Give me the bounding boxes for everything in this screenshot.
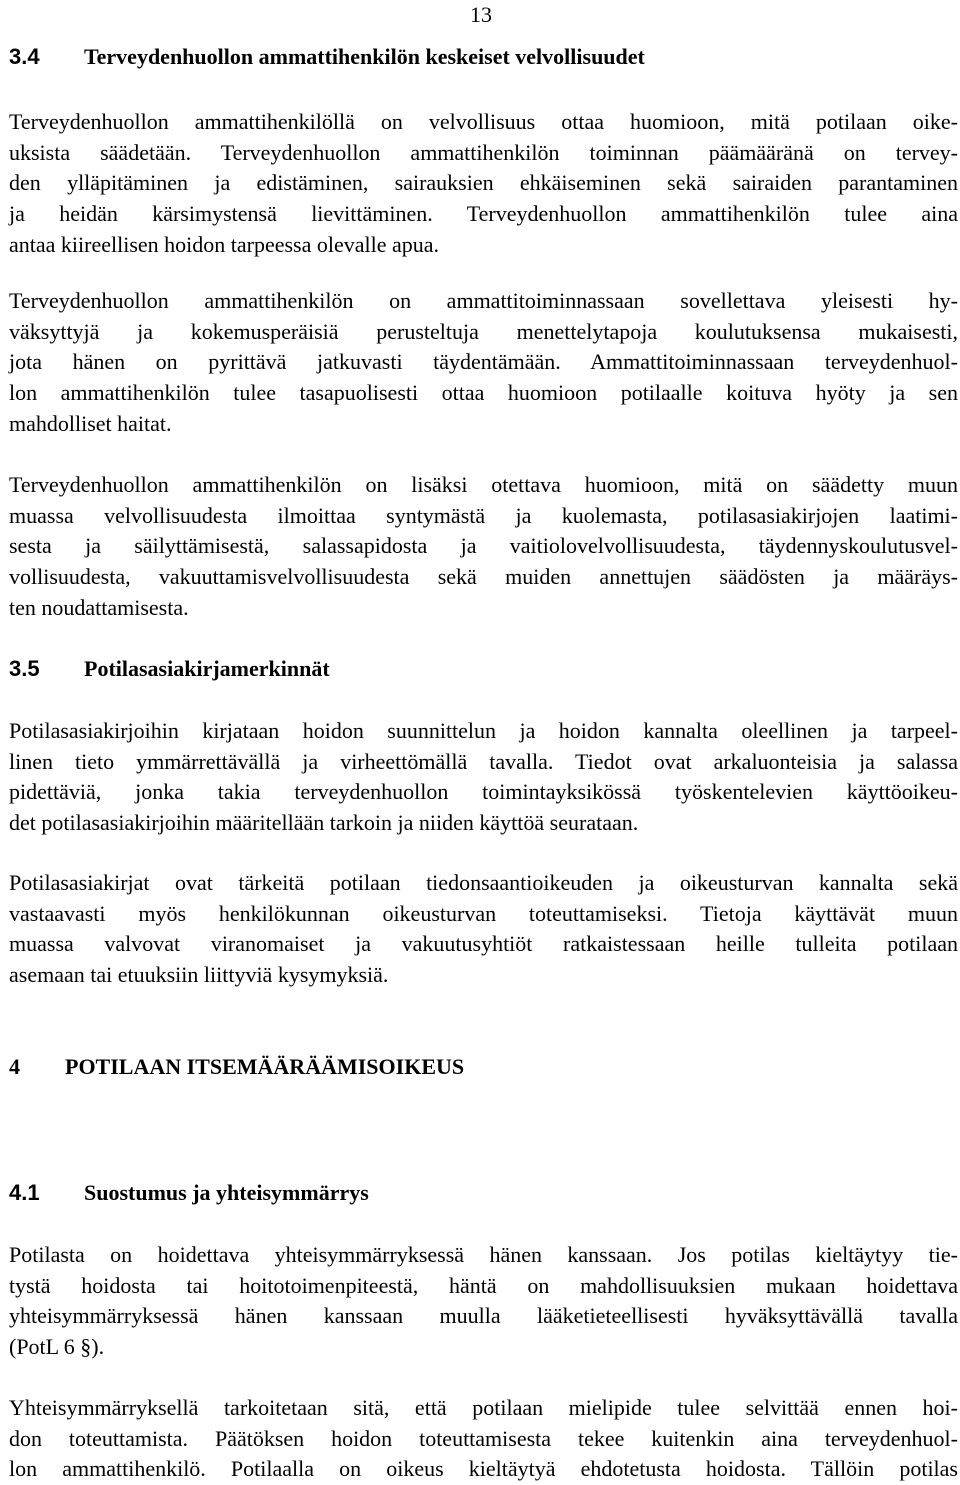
section-heading-4-1 [9, 1180, 369, 1206]
paragraph-2 [9, 286, 958, 439]
paragraph-line: ja heidän kärsimystensä lievittäminen. Terveydenhuollon ammattihenkilön tulee aina [9, 201, 958, 227]
section-title: Terveydenhuollon ammattihenkilön keskeiset velvollisuudet [84, 44, 645, 69]
paragraph-line: Terveydenhuollon ammattihenkilöllä on velvollisuus ottaa huomioon, mitä potilaan oike- [9, 109, 958, 134]
page-number: 13 [470, 2, 492, 27]
paragraph-5 [9, 868, 958, 991]
paragraph-line: Yhteisymmärryksellä tarkoitetaan sitä, että potilaan mielipide tulee selvittää ennen hoi- [9, 1395, 958, 1420]
paragraph-line: don toteuttamista. Päätöksen hoidon toteuttamisesta tekee kuitenkin aina terveydenhuol- [9, 1425, 958, 1451]
section-number: 4 [9, 1054, 20, 1079]
paragraph-3 [9, 470, 958, 623]
paragraph-line: lon ammattihenkilön tulee tasapuolisesti ottaa huomioon potilaalle koituva hyöty ja sen [9, 380, 958, 406]
paragraph-line: Terveydenhuollon ammattihenkilön on lisäksi otettava huomioon, mitä on säädetty muun [9, 472, 958, 497]
paragraph-line: mahdolliset haitat. [9, 410, 172, 436]
section-heading-3-4 [9, 44, 645, 70]
paragraph-4 [9, 716, 958, 839]
section-number: 3.5 [9, 656, 40, 681]
paragraph-line: antaa kiireellisen hoidon tarpeessa olevalle apua. [9, 231, 440, 257]
paragraph-line: sesta ja säilyttämisestä, salassapidosta ja vaitiolovelvollisuudesta, täydennyskoulutusvel- [9, 533, 958, 559]
paragraph-1 [9, 107, 958, 260]
paragraph-line: uksista säädetään. Terveydenhuollon ammattihenkilön toiminnan päämääränä on tervey- [9, 139, 958, 165]
paragraph-line: tystä hoidosta tai hoitotoimenpiteestä, häntä on mahdollisuuksien mukaan hoidettava [9, 1272, 958, 1298]
section-title: Suostumus ja yhteisymmärrys [84, 1180, 369, 1205]
paragraph-line: vollisuudesta, vakuuttamisvelvollisuudesta sekä muiden annettujen säädösten ja määräys- [9, 564, 958, 590]
paragraph-line: yhteisymmärryksessä hänen kanssaan muulla lääketieteellisesti hyväksyttävällä tavalla [9, 1303, 958, 1329]
paragraph-line: jota hänen on pyrittävä jatkuvasti täydentämään. Ammattitoiminnassaan terveydenhuol- [9, 349, 958, 375]
paragraph-line: Terveydenhuollon ammattihenkilön on ammattitoiminnassaan sovellettava yleisesti hy- [9, 288, 958, 313]
paragraph-line: linen tieto ymmärrettävällä ja virheettömällä tavalla. Tiedot ovat arkaluonteisia ja salassa [9, 748, 958, 774]
section-number: 4.1 [9, 1180, 40, 1205]
paragraph-line: Potilasasiakirjoihin kirjataan hoidon suunnittelun ja hoidon kannalta oleellinen ja tarpeel- [9, 718, 958, 743]
paragraph-line: den ylläpitäminen ja edistäminen, sairauksien ehkäiseminen sekä sairaiden parantaminen [9, 170, 958, 196]
paragraph-line: (PotL 6 §). [9, 1334, 105, 1360]
paragraph-line: väksyttyjä ja kokemusperäisiä perusteltuja menettelytapoja koulutuksensa mukaisesti, [9, 318, 958, 344]
section-title: POTILAAN ITSEMÄÄRÄÄMISOIKEUS [65, 1054, 465, 1079]
paragraph-line: ten noudattamisesta. [9, 594, 189, 620]
paragraph-line: muassa valvovat viranomaiset ja vakuutusyhtiöt ratkaistessaan heille tulleita potilaan [9, 931, 958, 957]
section-number: 3.4 [9, 44, 40, 69]
paragraph-7 [9, 1393, 958, 1485]
paragraph-line: det potilasasiakirjoihin määritellään tarkoin ja niiden käyttöä seurataan. [9, 810, 639, 836]
paragraph-line: vastaavasti myös henkilökunnan oikeusturvan toteuttamiseksi. Tietoja käyttävät muun [9, 900, 958, 926]
paragraph-line: muassa velvollisuudesta ilmoittaa syntymästä ja kuolemasta, potilasasiakirjojen laatimi- [9, 502, 958, 528]
paragraph-line: lon ammattihenkilö. Potilaalla on oikeus kieltäytyä ehdotetusta hoidosta. Tällöin potilas [9, 1456, 958, 1482]
section-title: Potilasasiakirjamerkinnät [84, 656, 330, 681]
chapter-heading-4 [9, 1054, 464, 1080]
paragraph-line: Potilasasiakirjat ovat tärkeitä potilaan tiedonsaantioikeuden ja oikeusturvan kannalta sekä [9, 870, 958, 895]
paragraph-line: asemaan tai etuuksiin liittyviä kysymyksiä. [9, 962, 389, 988]
section-heading-3-5 [9, 656, 330, 682]
paragraph-line: Potilasta on hoidettava yhteisymmärryksessä hänen kanssaan. Jos potilas kieltäytyy tie- [9, 1242, 958, 1267]
paragraph-6 [9, 1240, 958, 1363]
paragraph-line: pidettäviä, jonka takia terveydenhuollon toimintayksikössä työskentelevien käyttöoikeu- [9, 779, 958, 805]
